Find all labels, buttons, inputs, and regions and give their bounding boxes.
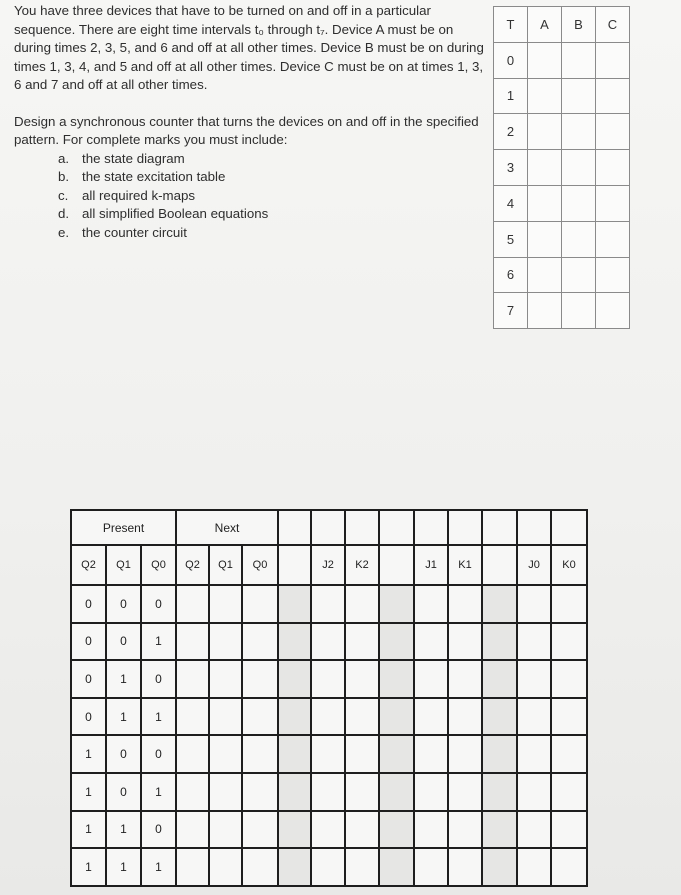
present-state-cell: 1: [106, 811, 141, 849]
blank-cell[interactable]: [311, 698, 345, 736]
timing-header-b: B: [562, 7, 596, 43]
blank-cell[interactable]: [278, 623, 311, 661]
present-state-cell: 1: [141, 848, 176, 886]
present-state-cell: 0: [106, 735, 141, 773]
blank-cell[interactable]: [414, 848, 448, 886]
blank-cell[interactable]: [414, 698, 448, 736]
table-row: 2: [494, 114, 630, 150]
column-header-row: [71, 545, 587, 585]
blank-cell[interactable]: [176, 811, 209, 849]
blank-cell[interactable]: [278, 585, 311, 623]
blank-cell[interactable]: [517, 811, 551, 849]
blank-cell[interactable]: [278, 848, 311, 886]
question-text: [14, 2, 484, 242]
present-state-cell: 1: [106, 848, 141, 886]
blank-cell[interactable]: [311, 735, 345, 773]
blank-cell[interactable]: [345, 585, 379, 623]
blank-cell[interactable]: [242, 735, 278, 773]
blank-cell[interactable]: [414, 623, 448, 661]
blank-cell[interactable]: [209, 660, 242, 698]
blank-cell[interactable]: [448, 698, 482, 736]
present-group-header: Present: [71, 510, 176, 545]
blank-cell[interactable]: [448, 623, 482, 661]
blank-cell[interactable]: [278, 660, 311, 698]
question-task: Design a synchronous counter that turns the devices on and off in the specified pattern. For complete marks you must include:: [14, 113, 479, 147]
blank-cell[interactable]: [551, 698, 587, 736]
column-header: [278, 545, 311, 585]
blank-cell[interactable]: [379, 623, 414, 661]
blank-cell[interactable]: [379, 660, 414, 698]
blank-cell[interactable]: [311, 848, 345, 886]
blank-cell[interactable]: [242, 585, 278, 623]
blank-cell[interactable]: [379, 735, 414, 773]
blank-cell[interactable]: [311, 585, 345, 623]
present-state-cell: 0: [71, 660, 106, 698]
present-state-cell: 0: [71, 585, 106, 623]
list-item: e. the counter circuit: [58, 224, 187, 240]
blank-cell[interactable]: [278, 811, 311, 849]
table-row: [71, 698, 587, 736]
blank-cell[interactable]: [209, 848, 242, 886]
present-state-cell: 1: [141, 773, 176, 811]
blank-cell[interactable]: [448, 773, 482, 811]
table-row: 5: [494, 221, 630, 257]
blank-cell[interactable]: [176, 623, 209, 661]
blank-cell[interactable]: [414, 660, 448, 698]
table-row: [71, 623, 587, 661]
blank-cell[interactable]: [176, 848, 209, 886]
blank-cell[interactable]: [448, 660, 482, 698]
timing-header-a: A: [528, 7, 562, 43]
blank-cell[interactable]: [482, 698, 517, 736]
blank-cell[interactable]: [345, 735, 379, 773]
blank-cell[interactable]: [379, 848, 414, 886]
list-item: a. the state diagram: [58, 150, 185, 166]
blank-cell[interactable]: [482, 811, 517, 849]
column-header: Q0: [141, 545, 176, 585]
present-state-cell: 0: [71, 698, 106, 736]
blank-cell[interactable]: [345, 660, 379, 698]
blank-cell[interactable]: [414, 811, 448, 849]
blank-cell[interactable]: [482, 623, 517, 661]
blank-cell[interactable]: [414, 773, 448, 811]
present-state-cell: 0: [106, 773, 141, 811]
table-row: 0: [494, 42, 630, 78]
timing-header-c: C: [596, 7, 630, 43]
column-header: [482, 545, 517, 585]
list-item: c. all required k-maps: [58, 187, 196, 203]
column-header: J1: [414, 545, 448, 585]
timing-table: [493, 6, 630, 329]
blank-cell[interactable]: [379, 811, 414, 849]
blank-cell[interactable]: [551, 660, 587, 698]
column-header: J0: [517, 545, 551, 585]
blank-cell[interactable]: [517, 735, 551, 773]
next-group-header: Next: [176, 510, 278, 545]
present-state-cell: 1: [71, 735, 106, 773]
table-row: 1: [494, 78, 630, 114]
blank-cell[interactable]: [379, 585, 414, 623]
blank-cell[interactable]: [176, 660, 209, 698]
blank-cell[interactable]: [311, 773, 345, 811]
blank-cell[interactable]: [517, 773, 551, 811]
present-state-cell: 0: [106, 623, 141, 661]
column-header: K0: [551, 545, 587, 585]
column-header: Q1: [209, 545, 242, 585]
blank-cell[interactable]: [209, 698, 242, 736]
question-intro: You have three devices that have to be turned on and off in a particular sequence. There are eight time intervals t₀ through t₇. Device A must be on during times 2, 3, 5, and 6 and off at all other times. Device B must be on during times 1, 3, 4, and 5 and off at all other times. Device C must be on at times 1, 3, 6 and 7 and off at all other times.: [14, 3, 484, 92]
table-row: [71, 848, 587, 886]
blank-cell[interactable]: [311, 623, 345, 661]
table-row: [71, 735, 587, 773]
table-row: 6: [494, 257, 630, 293]
table-row: 4: [494, 185, 630, 221]
present-state-cell: 1: [106, 698, 141, 736]
blank-cell[interactable]: [482, 585, 517, 623]
blank-cell[interactable]: [176, 698, 209, 736]
present-state-cell: 0: [141, 811, 176, 849]
table-row: [71, 660, 587, 698]
blank-cell[interactable]: [209, 585, 242, 623]
blank-cell[interactable]: [517, 698, 551, 736]
table-row: 3: [494, 150, 630, 186]
excitation-table: [70, 509, 588, 887]
column-header: Q2: [176, 545, 209, 585]
blank-cell[interactable]: [345, 848, 379, 886]
present-state-cell: 0: [71, 623, 106, 661]
blank-cell[interactable]: [242, 848, 278, 886]
present-state-cell: 1: [71, 811, 106, 849]
present-state-cell: 1: [141, 698, 176, 736]
blank-cell[interactable]: [482, 660, 517, 698]
column-header: Q0: [242, 545, 278, 585]
blank-cell[interactable]: [209, 623, 242, 661]
blank-cell[interactable]: [379, 698, 414, 736]
blank-cell[interactable]: [551, 773, 587, 811]
blank-cell[interactable]: [448, 811, 482, 849]
timing-header-t: T: [494, 7, 528, 43]
requirements-list: [14, 150, 484, 243]
blank-cell[interactable]: [176, 735, 209, 773]
blank-cell[interactable]: [345, 773, 379, 811]
present-state-cell: 0: [106, 585, 141, 623]
column-header: [379, 545, 414, 585]
blank-cell[interactable]: [345, 698, 379, 736]
blank-cell[interactable]: [311, 811, 345, 849]
blank-cell[interactable]: [242, 623, 278, 661]
blank-cell[interactable]: [345, 811, 379, 849]
blank-cell[interactable]: [209, 811, 242, 849]
blank-cell[interactable]: [414, 585, 448, 623]
column-header: J2: [311, 545, 345, 585]
blank-cell[interactable]: [482, 773, 517, 811]
blank-cell[interactable]: [278, 773, 311, 811]
blank-cell[interactable]: [448, 735, 482, 773]
blank-cell[interactable]: [448, 585, 482, 623]
list-item: d. all simplified Boolean equations: [58, 206, 269, 221]
column-header: Q1: [106, 545, 141, 585]
blank-cell[interactable]: [242, 660, 278, 698]
blank-cell[interactable]: [482, 735, 517, 773]
blank-cell[interactable]: [517, 660, 551, 698]
blank-cell[interactable]: [551, 623, 587, 661]
blank-cell[interactable]: [482, 848, 517, 886]
column-header: K2: [345, 545, 379, 585]
blank-cell[interactable]: [176, 585, 209, 623]
table-row: 7: [494, 293, 630, 329]
blank-cell[interactable]: [551, 848, 587, 886]
table-row: [71, 811, 587, 849]
blank-cell[interactable]: [517, 623, 551, 661]
blank-cell[interactable]: [242, 811, 278, 849]
present-state-cell: 0: [141, 585, 176, 623]
blank-cell[interactable]: [176, 773, 209, 811]
blank-cell[interactable]: [551, 735, 587, 773]
blank-cell[interactable]: [517, 585, 551, 623]
table-row: [71, 585, 587, 623]
present-state-cell: 0: [141, 735, 176, 773]
blank-cell[interactable]: [278, 735, 311, 773]
blank-cell[interactable]: [551, 585, 587, 623]
column-header: Q2: [71, 545, 106, 585]
blank-cell[interactable]: [242, 698, 278, 736]
present-state-cell: 1: [71, 773, 106, 811]
blank-cell[interactable]: [551, 811, 587, 849]
blank-cell[interactable]: [414, 735, 448, 773]
blank-cell[interactable]: [242, 773, 278, 811]
blank-cell[interactable]: [311, 660, 345, 698]
blank-cell[interactable]: [209, 735, 242, 773]
blank-cell[interactable]: [209, 773, 242, 811]
list-item: b. the state excitation table: [58, 169, 226, 184]
blank-cell[interactable]: [345, 623, 379, 661]
blank-cell[interactable]: [379, 773, 414, 811]
blank-cell[interactable]: [448, 848, 482, 886]
blank-cell[interactable]: [517, 848, 551, 886]
table-row: [71, 773, 587, 811]
column-header: K1: [448, 545, 482, 585]
present-state-cell: 0: [141, 660, 176, 698]
present-state-cell: 1: [106, 660, 141, 698]
blank-cell[interactable]: [278, 698, 311, 736]
present-state-cell: 1: [71, 848, 106, 886]
present-state-cell: 1: [141, 623, 176, 661]
